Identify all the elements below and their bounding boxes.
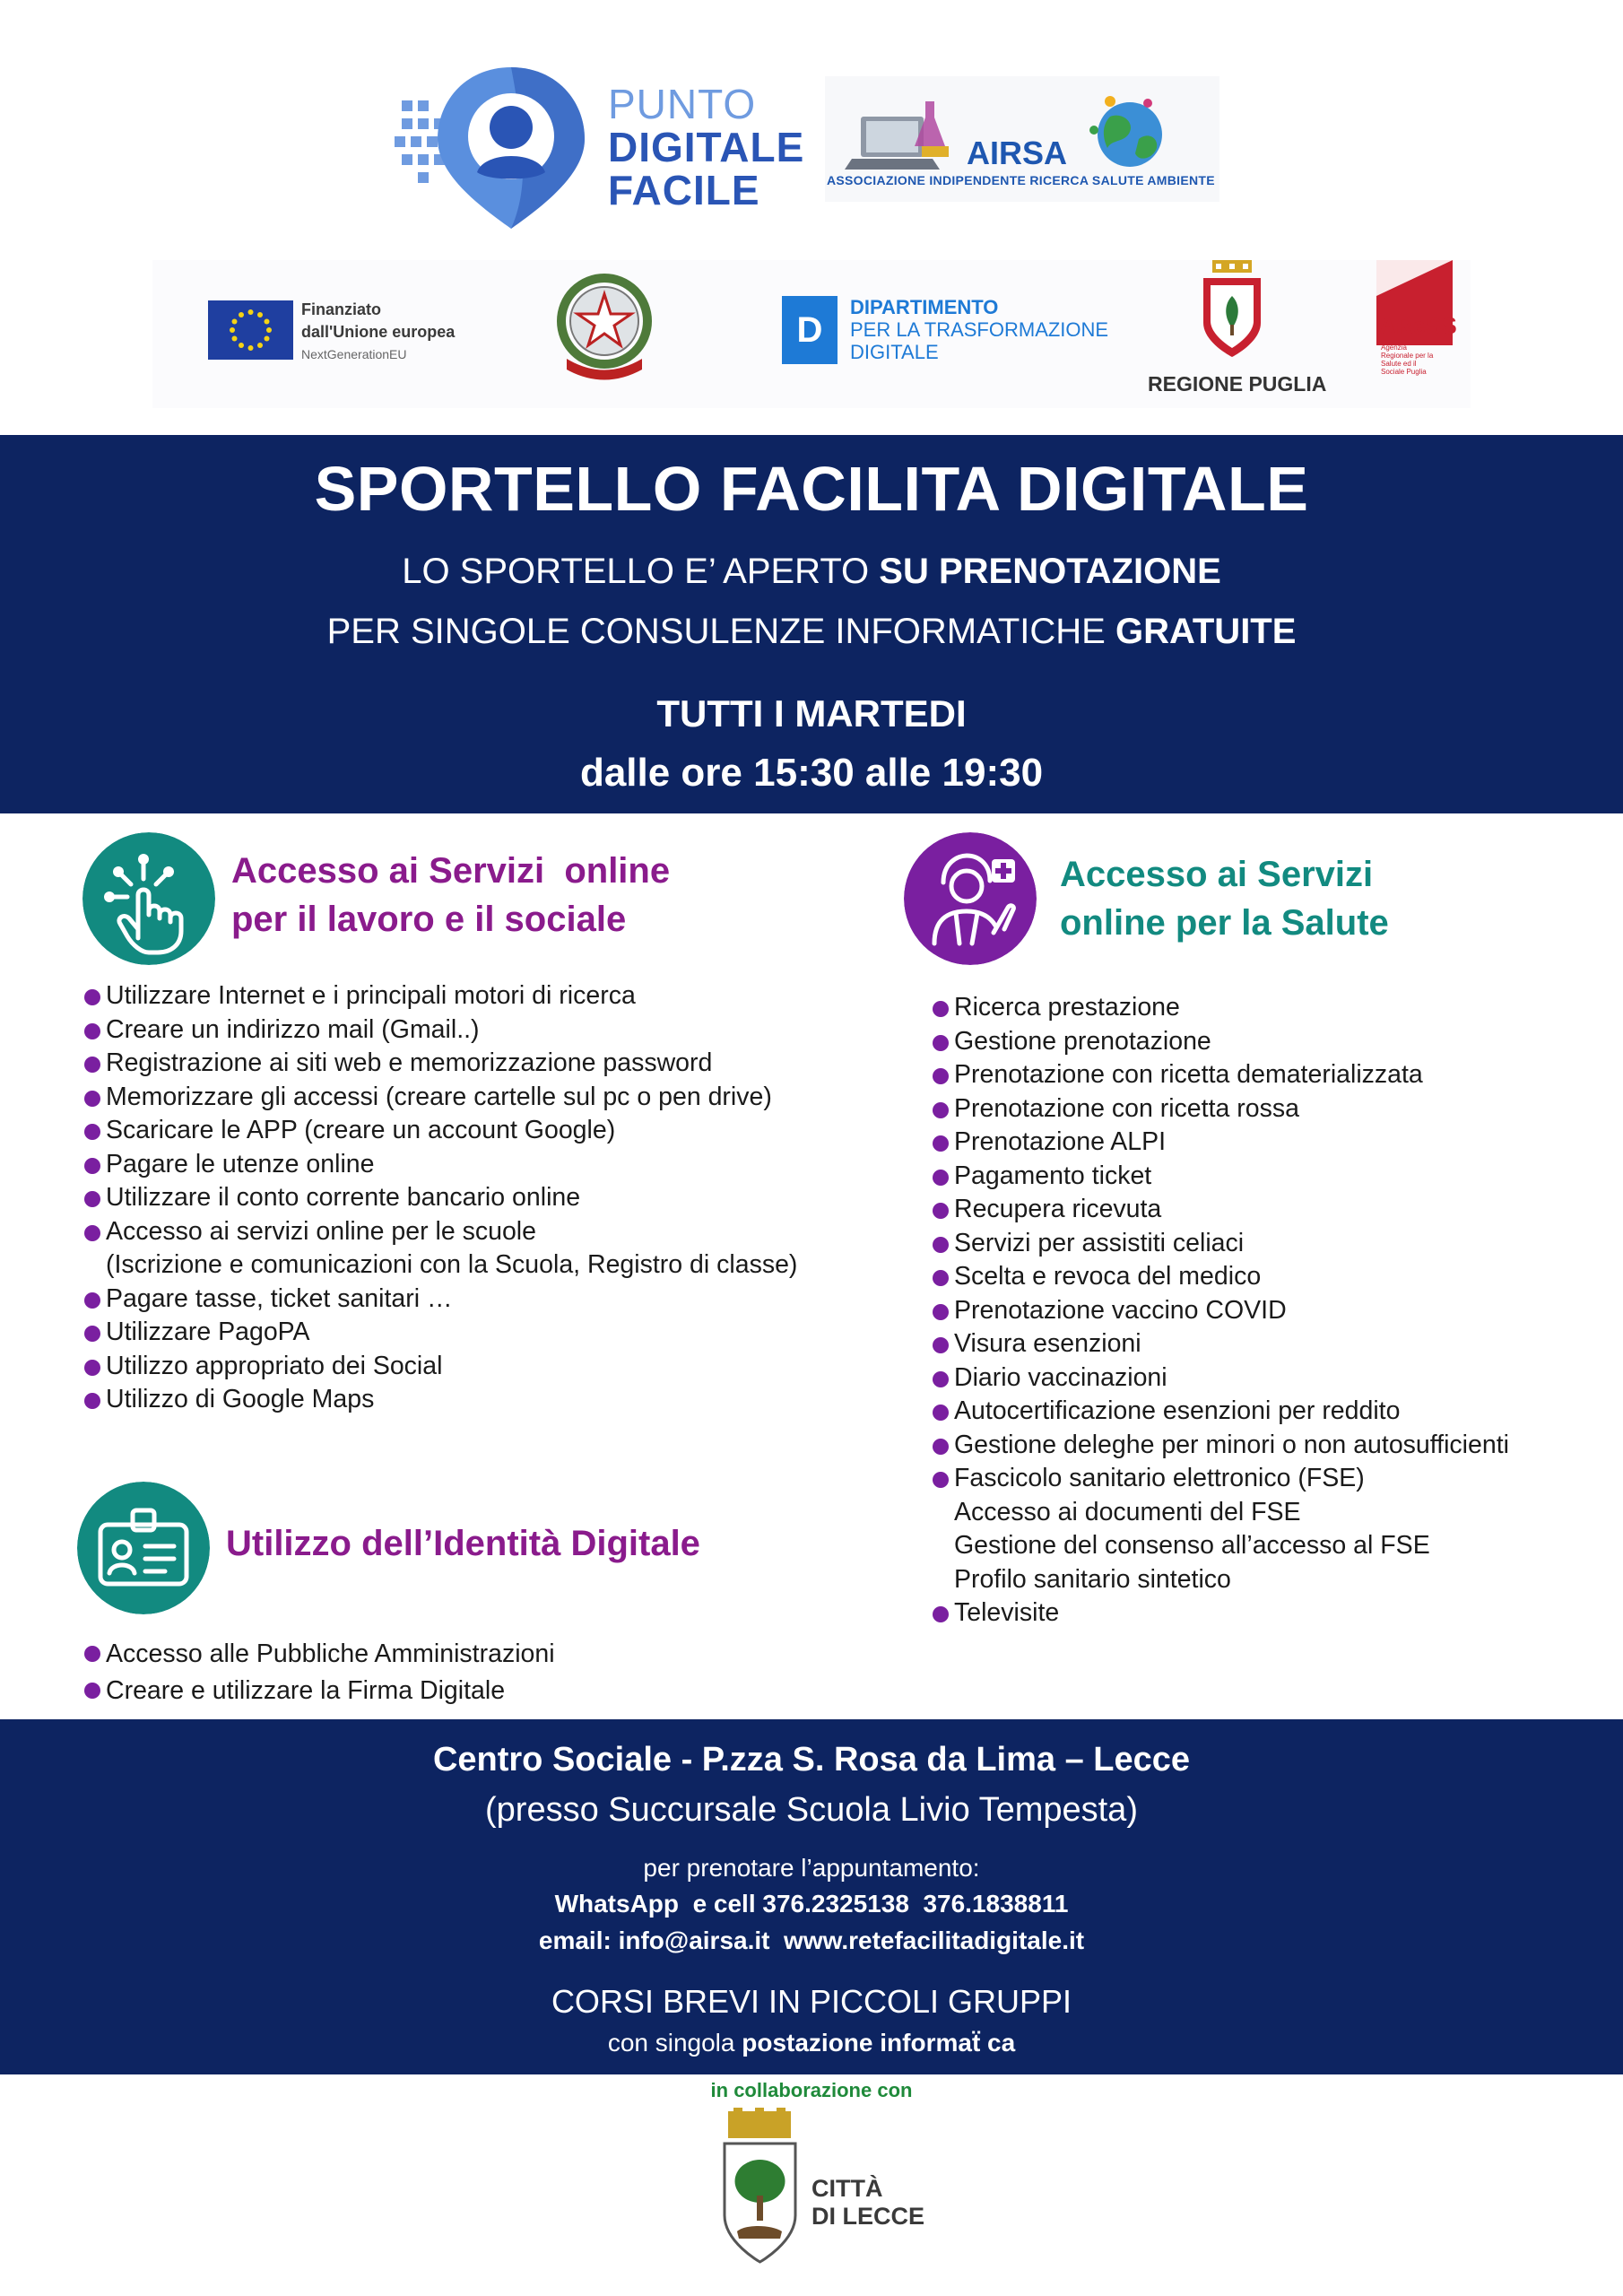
regione-puglia-crest-icon: [1200, 260, 1264, 361]
dtd-line-2: PER LA TRASFORMAZIONE: [850, 318, 1109, 341]
health-services-list: [933, 991, 1509, 1631]
venue-place: (presso Succursale Scuola Livio Tempesta): [485, 1791, 1138, 1829]
station-line: [0, 2029, 1623, 2057]
logo-line-facile: FACILE: [608, 167, 760, 213]
doctor-icon: [904, 832, 1037, 965]
list-item: Prenotazione ALPI: [933, 1126, 1509, 1160]
eu-flag-icon: [208, 300, 293, 360]
list-item: Scelta e revoca del medico: [933, 1260, 1509, 1294]
citta-di-lecce-crest-icon: [717, 2108, 803, 2267]
booking-label: per prenotare l’appuntamento:: [643, 1854, 980, 1882]
citta-line-1: CITTÀ: [812, 2175, 883, 2202]
logo-line-punto: PUNTO: [608, 81, 757, 127]
contact-phone: WhatsApp e cell 376.2325138 376.1838811: [554, 1890, 1069, 1918]
list-subitem: Profilo sanitario sintetico: [954, 1564, 1231, 1594]
list-subitem: Gestione del consenso all’accesso al FSE: [954, 1531, 1430, 1560]
list-item: Utilizzo appropriato dei Social: [84, 1350, 797, 1384]
touch-hand-icon: [82, 832, 215, 965]
section-health-title-line-2: online per la Salute: [1060, 903, 1389, 943]
list-item: Pagamento ticket: [933, 1160, 1509, 1194]
list-item: Creare e utilizzare la Firma Digitale: [84, 1673, 555, 1709]
list-item: Scaricare le APP (creare un account Google): [84, 1114, 797, 1148]
punto-digitale-facile-wordmark: [608, 83, 804, 212]
list-item: Gestione deleghe per minori o non autosufficienti: [933, 1429, 1509, 1463]
list-item: Utilizzare il conto corrente bancario online: [84, 1181, 797, 1215]
section-health-title-line-1: Accesso ai Servizi: [1060, 855, 1374, 894]
list-item: Televisite: [933, 1596, 1509, 1631]
list-item: Utilizzare PagoPA: [84, 1316, 797, 1350]
regione-puglia-label: REGIONE PUGLIA: [1148, 372, 1327, 396]
section-work-title-line-2: per il lavoro e il sociale: [231, 900, 627, 939]
opening-line-emphasis: SU PRENOTAZIONE: [879, 552, 1221, 591]
dtd-logo-badge: D: [782, 296, 838, 364]
list-item: Autocertificazione esenzioni per reddito: [933, 1395, 1509, 1429]
opening-line-text: LO SPORTELLO E’ APERTO: [402, 552, 880, 591]
consulting-line-text: PER SINGOLE CONSULENZE INFORMATICHE: [326, 612, 1115, 651]
list-item: Creare un indirizzo mail (Gmail..): [84, 1013, 797, 1048]
list-item: Utilizzare Internet e i principali motori di ricerca: [84, 979, 797, 1013]
citta-line-2: DI LECCE: [812, 2203, 925, 2230]
list-item: Accesso ai servizi online per le scuole: [84, 1215, 797, 1249]
list-item: Prenotazione vaccino COVID: [933, 1294, 1509, 1328]
footer-band: [0, 1719, 1623, 2074]
consulting-line: [0, 612, 1623, 652]
consulting-line-emphasis: GRATUITE: [1115, 612, 1297, 651]
aress-name: AReSS: [1379, 312, 1457, 339]
dtd-logo-text: [850, 296, 1108, 363]
airsa-name: AIRSA: [967, 135, 1068, 171]
list-item: Memorizzare gli accessi (creare cartelle sul pc o pen drive): [84, 1081, 797, 1115]
eu-funding-text: [301, 299, 455, 366]
identity-services-list: [84, 1636, 555, 1709]
eu-line-2: dall'Unione europea: [301, 323, 456, 341]
aress-subtitle: Agenzia Regionale per la Salute ed il Sociale Puglia: [1381, 344, 1434, 376]
list-item: Ricerca prestazione: [933, 991, 1509, 1025]
list-item: Fascicolo sanitario elettronico (FSE): [933, 1462, 1509, 1496]
citta-di-lecce-label: [812, 2175, 924, 2231]
list-item: Pagare tasse, ticket sanitari …: [84, 1283, 797, 1317]
list-item: Registrazione ai siti web e memorizzazione password: [84, 1047, 797, 1081]
header-band: [0, 435, 1623, 813]
page-title: SPORTELLO FACILITA DIGITALE: [314, 454, 1309, 524]
courses-line: CORSI BREVI IN PICCOLI GRUPPI: [551, 1983, 1072, 2020]
section-work-title-line-1: Accesso ai Servizi online: [231, 851, 671, 891]
list-item: Diario vaccinazioni: [933, 1361, 1509, 1396]
contact-email-web: email: info@airsa.it www.retefacilitadigitale.it: [538, 1926, 1085, 1954]
list-item: Pagare le utenze online: [84, 1148, 797, 1182]
list-item: Gestione prenotazione: [933, 1025, 1509, 1059]
list-item: Visura esenzioni: [933, 1327, 1509, 1361]
section-identity-title: Utilizzo dell’Identità Digitale: [226, 1524, 700, 1563]
logo-line-digitale: DIGITALE: [608, 124, 805, 170]
list-item: Utilizzo di Google Maps: [84, 1383, 797, 1417]
list-item: Servizi per assistiti celiaci: [933, 1227, 1509, 1261]
list-subitem: Accesso ai documenti del FSE: [954, 1497, 1301, 1526]
list-item: Accesso alle Pubbliche Amministrazioni: [84, 1636, 555, 1673]
dtd-line-3: DIGITALE: [850, 341, 939, 363]
section-health-title: [1060, 850, 1389, 947]
dtd-line-1: DIPARTIMENTO: [850, 296, 999, 318]
id-card-icon: [77, 1482, 210, 1614]
italian-republic-emblem-icon: [554, 269, 655, 386]
section-work-title: [231, 847, 670, 944]
eu-line-3: NextGenerationEU: [301, 347, 407, 361]
opening-line: [0, 552, 1623, 592]
schedule-hours: dalle ore 15:30 alle 19:30: [579, 751, 1044, 795]
schedule-day: TUTTI I MARTEDI: [656, 692, 967, 735]
station-line-text: con singola: [607, 2029, 742, 2057]
station-line-emphasis: postazione informaẗ ca: [742, 2029, 1016, 2057]
eu-line-1: Finanziato: [301, 300, 381, 318]
airsa-subtitle: ASSOCIAZIONE INDIPENDENTE RICERCA SALUTE AMBIENTE: [827, 173, 1215, 187]
list-item: Prenotazione con ricetta rossa: [933, 1092, 1509, 1126]
venue-address: Centro Sociale - P.zza S. Rosa da Lima – Lecce: [432, 1741, 1191, 1779]
list-item-continuation: (Iscrizione e comunicazioni con la Scuola, Registro di classe): [106, 1250, 798, 1279]
work-services-list: [84, 979, 797, 1417]
list-item: Recupera ricevuta: [933, 1193, 1509, 1227]
list-item: Prenotazione con ricetta dematerializzata: [933, 1058, 1509, 1092]
collaboration-label: in collaborazione con: [710, 2079, 913, 2101]
